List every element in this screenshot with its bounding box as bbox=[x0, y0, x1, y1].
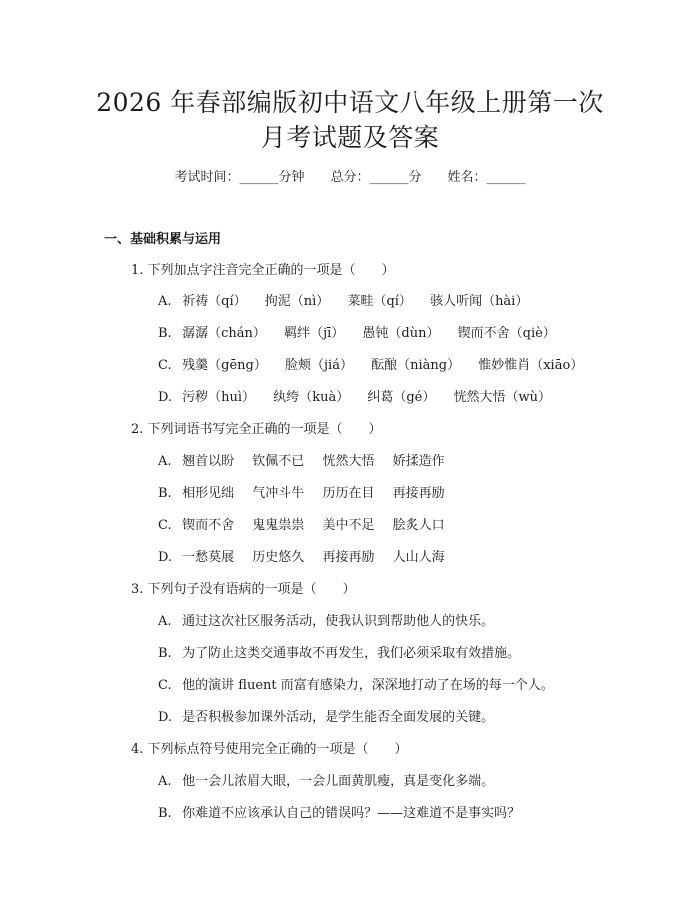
question-2-option-c bbox=[158, 516, 459, 536]
question-3-stem: 3. 下列句子没有语病的一项是（ ） bbox=[131, 582, 356, 597]
question-1-option-b bbox=[158, 324, 570, 344]
question-4-stem: 4. 下列标点符号使用完全正确的一项是（ ） bbox=[131, 742, 408, 757]
option-letter: D. bbox=[158, 550, 173, 565]
option-item: 相形见绌 bbox=[182, 486, 235, 501]
option-item: 一愁莫展 bbox=[182, 550, 235, 565]
question-3-option-d bbox=[158, 708, 508, 728]
question-4-option-b bbox=[158, 804, 534, 824]
option-letter: A. bbox=[158, 294, 172, 309]
question-3-option-c bbox=[158, 676, 568, 696]
option-item: 历历在目 bbox=[322, 486, 375, 501]
option-item: 人山人海 bbox=[392, 550, 445, 565]
option-item: 翘首以盼 bbox=[182, 454, 235, 469]
option-letter: C. bbox=[158, 678, 172, 693]
option-letter: A. bbox=[158, 454, 172, 469]
option-item: 脸颊（jiá） bbox=[285, 358, 353, 373]
option-item: 菜畦（qí） bbox=[347, 294, 412, 309]
option-item: 通过这次社区服务活动，使我认识到帮助他人的快乐。 bbox=[182, 614, 495, 629]
exam-time-field: 考试时间：______分钟 bbox=[174, 170, 305, 185]
option-letter: B. bbox=[158, 486, 172, 501]
option-item: 锲而不舍（qiè） bbox=[457, 326, 556, 341]
option-item: 脍炙人口 bbox=[392, 518, 445, 533]
question-2-option-a bbox=[158, 452, 459, 472]
total-score-field: 总分：______分 bbox=[330, 170, 422, 185]
option-item: 气冲斗牛 bbox=[252, 486, 305, 501]
question-1-option-c bbox=[158, 356, 597, 376]
option-letter: A. bbox=[158, 614, 172, 629]
option-item: 钦佩不已 bbox=[252, 454, 305, 469]
option-letter: B. bbox=[158, 646, 172, 661]
question-4-option-a bbox=[158, 772, 508, 792]
option-item: 鬼鬼祟祟 bbox=[252, 518, 305, 533]
option-item: 残羹（gēng） bbox=[182, 358, 267, 373]
student-name-field: 姓名：______ bbox=[447, 170, 526, 185]
option-item: 为了防止这类交通事故不再发生，我们必须采取有效措施。 bbox=[182, 646, 521, 661]
exam-info bbox=[0, 168, 700, 188]
option-item: 愚钝（dùn） bbox=[362, 326, 440, 341]
page-title-line-1: 2026 年春部编版初中语文八年级上册第一次 bbox=[96, 88, 604, 117]
option-item: 他的演讲 fluent 而富有感染力，深深地打动了在场的每一个人。 bbox=[182, 678, 554, 693]
option-letter: C. bbox=[158, 518, 172, 533]
option-item: 历史悠久 bbox=[252, 550, 305, 565]
question-2-option-d bbox=[158, 548, 459, 568]
option-item: 祈祷（qí） bbox=[182, 294, 247, 309]
option-letter: B. bbox=[158, 326, 172, 341]
option-item: 再接再励 bbox=[322, 550, 375, 565]
section-title-basics: 一、基础积累与运用 bbox=[104, 232, 222, 247]
option-item: 你难道不应该承认自己的错误吗？——这难道不是事实吗？ bbox=[182, 806, 521, 821]
option-item: 酝酿（niàng） bbox=[371, 358, 461, 373]
option-item: 骇人听闻（hài） bbox=[430, 294, 529, 309]
option-item: 污秽（huì） bbox=[182, 390, 256, 405]
option-item: 潺潺（chán） bbox=[182, 326, 266, 341]
question-2-option-b bbox=[158, 484, 459, 504]
option-letter: C. bbox=[158, 358, 172, 373]
option-item: 娇揉造作 bbox=[392, 454, 445, 469]
option-item: 惟妙惟肖（xiāo） bbox=[478, 358, 584, 373]
option-item: 恍然大悟 bbox=[322, 454, 375, 469]
question-1-stem: 1. 下列加点字注音完全正确的一项是（ ） bbox=[131, 263, 395, 278]
option-letter: B. bbox=[158, 806, 172, 821]
page-title-line-2: 月考试题及答案 bbox=[260, 123, 440, 152]
option-item: 他一会儿浓眉大眼，一会儿面黄肌瘦，真是变化多端。 bbox=[182, 774, 495, 789]
option-item: 恍然大悟（wù） bbox=[453, 390, 552, 405]
option-item: 羁绊（jī） bbox=[284, 326, 345, 341]
option-item: 拘泥（nì） bbox=[264, 294, 330, 309]
question-1-option-d bbox=[158, 388, 565, 408]
option-item: 锲而不舍 bbox=[182, 518, 235, 533]
option-item: 再接再励 bbox=[392, 486, 445, 501]
option-item: 纨绔（kuà） bbox=[273, 390, 350, 405]
question-1-option-a bbox=[158, 292, 542, 312]
option-item: 是否积极参加课外活动，是学生能否全面发展的关键。 bbox=[182, 710, 495, 725]
question-3-option-b bbox=[158, 644, 534, 664]
question-2-stem: 2. 下列词语书写完全正确的一项是（ ） bbox=[131, 422, 382, 437]
question-3-option-a bbox=[158, 612, 508, 632]
option-item: 纠葛（gé） bbox=[367, 390, 436, 405]
option-item: 美中不足 bbox=[322, 518, 375, 533]
option-letter: D. bbox=[158, 390, 173, 405]
option-letter: A. bbox=[158, 774, 172, 789]
option-letter: D. bbox=[158, 710, 173, 725]
